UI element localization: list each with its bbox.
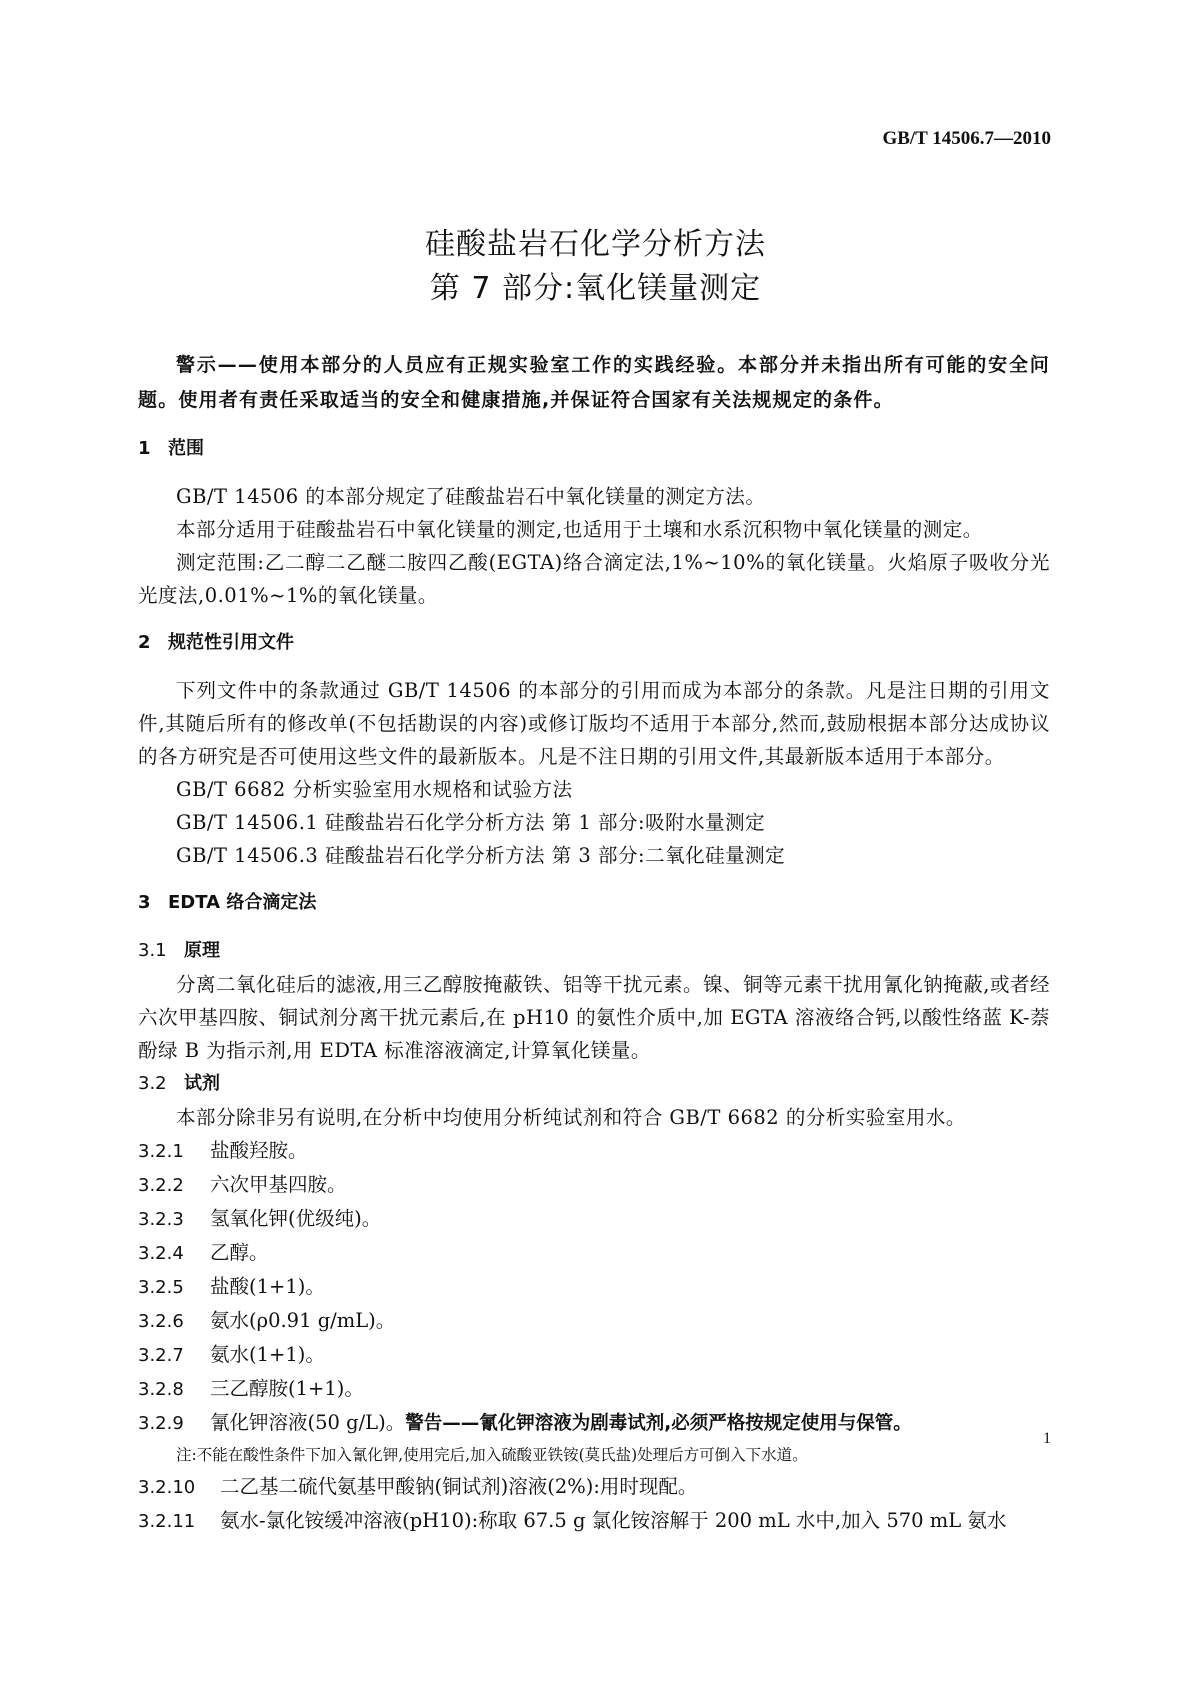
section-title: 规范性引用文件 bbox=[168, 632, 294, 653]
section-3-heading bbox=[138, 886, 1050, 920]
normative-reference: GB/T 6682 分析实验室用水规格和试验方法 bbox=[176, 778, 573, 801]
standard-id: GB/T 14506.7—2010 bbox=[882, 128, 1051, 149]
subsection-3-2-heading bbox=[138, 1067, 1050, 1101]
section-number: 1 bbox=[138, 438, 151, 459]
subsection-3-1-heading bbox=[138, 934, 1050, 968]
paragraph: 分离二氧化硅后的滤液,用三乙醇胺掩蔽铁、铝等干扰元素。镍、铜等元素干扰用氰化钠掩蔽,或者经六次甲基四胺、铜试剂分离干扰元素后,在 pH10 的氨性介质中,加 EGTA 溶液络合钙,以酸性络蓝 K-萘酚绿 B 为指示剂,用 EDTA 标准溶液滴定,计算氧化镁量。 bbox=[138, 973, 1050, 1062]
paragraph: 本部分适用于硅酸盐岩石中氧化镁量的测定,也适用于土壤和水系沉积物中氧化镁量的测定。 bbox=[176, 518, 983, 541]
reagent-item: 3.2.2 六次甲基四胺。 bbox=[138, 1173, 347, 1196]
page-number: 1 bbox=[1043, 1430, 1051, 1447]
document-body bbox=[138, 348, 1050, 1538]
paragraph: 本部分除非另有说明,在分析中均使用分析纯试剂和符合 GB/T 6682 的分析实验室用水。 bbox=[176, 1106, 966, 1129]
normative-reference: GB/T 14506.3 硅酸盐岩石化学分析方法 第 3 部分:二氧化硅量测定 bbox=[176, 844, 786, 867]
normative-reference: GB/T 14506.1 硅酸盐岩石化学分析方法 第 1 部分:吸附水量测定 bbox=[176, 811, 766, 834]
reagent-item: 3.2.5 盐酸(1+1)。 bbox=[138, 1275, 325, 1298]
subsection-title: 原理 bbox=[184, 940, 220, 961]
section-number: 2 bbox=[138, 632, 151, 653]
subsection-number: 3.2 bbox=[138, 1073, 167, 1094]
subsection-number: 3.1 bbox=[138, 940, 167, 961]
safety-warning: 警示——使用本部分的人员应有正规实验室工作的实践经验。本部分并未指出所有可能的安全问题。使用者有责任采取适当的安全和健康措施,并保证符合国家有关法规规定的条件。 bbox=[138, 354, 1050, 411]
paragraph: GB/T 14506 的本部分规定了硅酸盐岩石中氧化镁量的测定方法。 bbox=[176, 485, 766, 508]
section-title: 范围 bbox=[168, 438, 204, 459]
reagent-item: 3.2.8 三乙醇胺(1+1)。 bbox=[138, 1377, 364, 1400]
reagent-item: 3.2.1 盐酸羟胺。 bbox=[138, 1139, 308, 1162]
reagent-item: 3.2.11 氨水-氯化铵缓冲溶液(pH10):称取 67.5 g 氯化铵溶解于 200 mL 水中,加入 570 mL 氨水 bbox=[138, 1509, 1007, 1532]
subsection-title: 试剂 bbox=[184, 1073, 220, 1094]
cyanide-warning: 警告——氰化钾溶液为剧毒试剂,必须严格按规定使用与保管。 bbox=[405, 1413, 912, 1434]
section-title: EDTA 络合滴定法 bbox=[168, 892, 317, 913]
reagent-item: 3.2.3 氢氧化钾(优级纯)。 bbox=[138, 1207, 382, 1230]
reagent-item: 3.2.6 氨水(ρ0.91 g/mL)。 bbox=[138, 1309, 396, 1332]
reagent-item: 3.2.7 氨水(1+1)。 bbox=[138, 1343, 325, 1366]
reagent-item: 3.2.4 乙醇。 bbox=[138, 1241, 269, 1264]
document-title: 硅酸盐岩石化学分析方法 bbox=[425, 227, 766, 262]
paragraph: 测定范围:乙二醇二乙醚二胺四乙酸(EGTA)络合滴定法,1%~10%的氧化镁量。火焰原子吸收分光光度法,0.01%~1%的氧化镁量。 bbox=[138, 551, 1050, 607]
paragraph: 下列文件中的条款通过 GB/T 14506 的本部分的引用而成为本部分的条款。凡是注日期的引用文件,其随后所有的修改单(不包括勘误的内容)或修订版均不适用于本部分,然而,鼓励根据本部分达成协议的各方研究是否可使用这些文件的最新版本。凡是不注日期的引用文件,其最新版本适用于本部分。 bbox=[138, 679, 1050, 768]
reagent-note: 注:不能在酸性条件下加入氰化钾,使用完后,加入硫酸亚铁铵(莫氏盐)处理后方可倒入下水道。 bbox=[176, 1446, 808, 1464]
reagent-item: 3.2.9 氰化钾溶液(50 g/L)。警告——氰化钾溶液为剧毒试剂,必须严格按规定使用与保管。 bbox=[138, 1411, 912, 1434]
document-subtitle: 第 7 部分:氧化镁量测定 bbox=[429, 271, 762, 306]
reagent-item: 3.2.10 二乙基二硫代氨基甲酸钠(铜试剂)溶液(2%):用时现配。 bbox=[138, 1475, 698, 1498]
section-number: 3 bbox=[138, 892, 151, 913]
section-1-heading bbox=[138, 432, 1050, 466]
section-2-heading bbox=[138, 626, 1050, 660]
